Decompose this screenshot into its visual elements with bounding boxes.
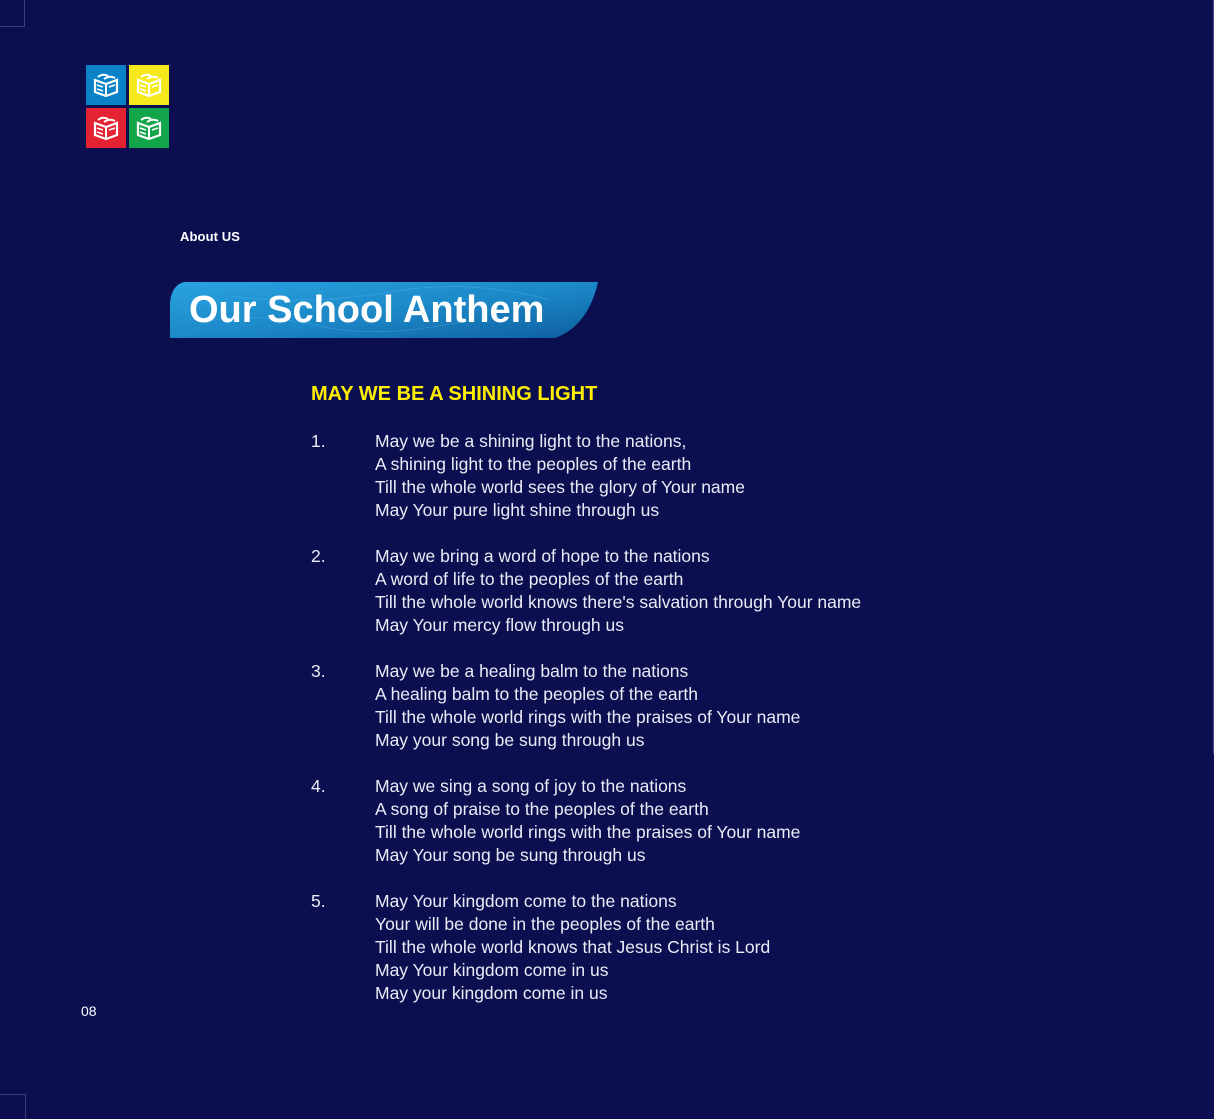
book-hands-icon (134, 113, 164, 143)
verse (311, 890, 951, 1005)
crop-mark-bottom-left (0, 1094, 26, 1119)
verse-number: 4. (311, 776, 326, 796)
verse-line: May we sing a song of joy to the nations (375, 776, 687, 796)
book-hands-icon (91, 70, 121, 100)
logo-tile-yellow (129, 65, 169, 105)
verse-lines (375, 430, 951, 522)
verse-line: May Your pure light shine through us (375, 500, 660, 520)
verse-number: 2. (311, 546, 326, 566)
verse-lines (375, 890, 951, 1005)
crop-mark-top-left (0, 0, 25, 27)
verse-line: May Your mercy flow through us (375, 615, 625, 635)
verse-line: A song of praise to the peoples of the earth (375, 799, 709, 819)
book-hands-icon (91, 113, 121, 143)
verse-line: Till the whole world sees the glory of Your name (375, 477, 745, 497)
verse-line: May we bring a word of hope to the nations (375, 546, 710, 566)
verse-line: May we be a healing balm to the nations (375, 661, 689, 681)
verse-lines (375, 660, 951, 752)
verse-line: May your kingdom come in us (375, 983, 608, 1003)
page-number: 08 (81, 1003, 97, 1019)
verse-line: A word of life to the peoples of the earth (375, 569, 684, 589)
page-title: Our School Anthem (189, 289, 545, 331)
logo-tile-red (86, 108, 126, 148)
verse-line: Till the whole world rings with the praises of Your name (375, 707, 801, 727)
verse-line: May Your kingdom come in us (375, 960, 609, 980)
verse-line: May your song be sung through us (375, 730, 645, 750)
logo-tile-blue (86, 65, 126, 105)
anthem-verses (311, 430, 951, 1028)
verse (311, 775, 951, 867)
verse-line: May Your kingdom come to the nations (375, 891, 677, 911)
verse-line: Till the whole world knows there's salvation through Your name (375, 592, 862, 612)
verse-line: Till the whole world rings with the praises of Your name (375, 822, 801, 842)
verse-line: A healing balm to the peoples of the earth (375, 684, 699, 704)
anthem-heading: MAY WE BE A SHINING LIGHT (311, 383, 598, 405)
book-hands-icon (134, 70, 164, 100)
verse-line: Your will be done in the peoples of the earth (375, 914, 715, 934)
verse (311, 545, 951, 637)
verse-number: 3. (311, 661, 326, 681)
logo-tile-green (129, 108, 169, 148)
verse (311, 430, 951, 522)
verse-line: May we be a shining light to the nations, (375, 431, 687, 451)
verse-number: 5. (311, 891, 326, 911)
verse (311, 660, 951, 752)
verse-number: 1. (311, 431, 326, 451)
verse-line: Till the whole world knows that Jesus Christ is Lord (375, 937, 771, 957)
verse-lines (375, 775, 951, 867)
section-label: About US (180, 229, 241, 244)
verse-line: A shining light to the peoples of the earth (375, 454, 692, 474)
school-logo (86, 65, 170, 149)
title-banner (170, 282, 598, 338)
verse-lines (375, 545, 951, 637)
verse-line: May Your song be sung through us (375, 845, 646, 865)
